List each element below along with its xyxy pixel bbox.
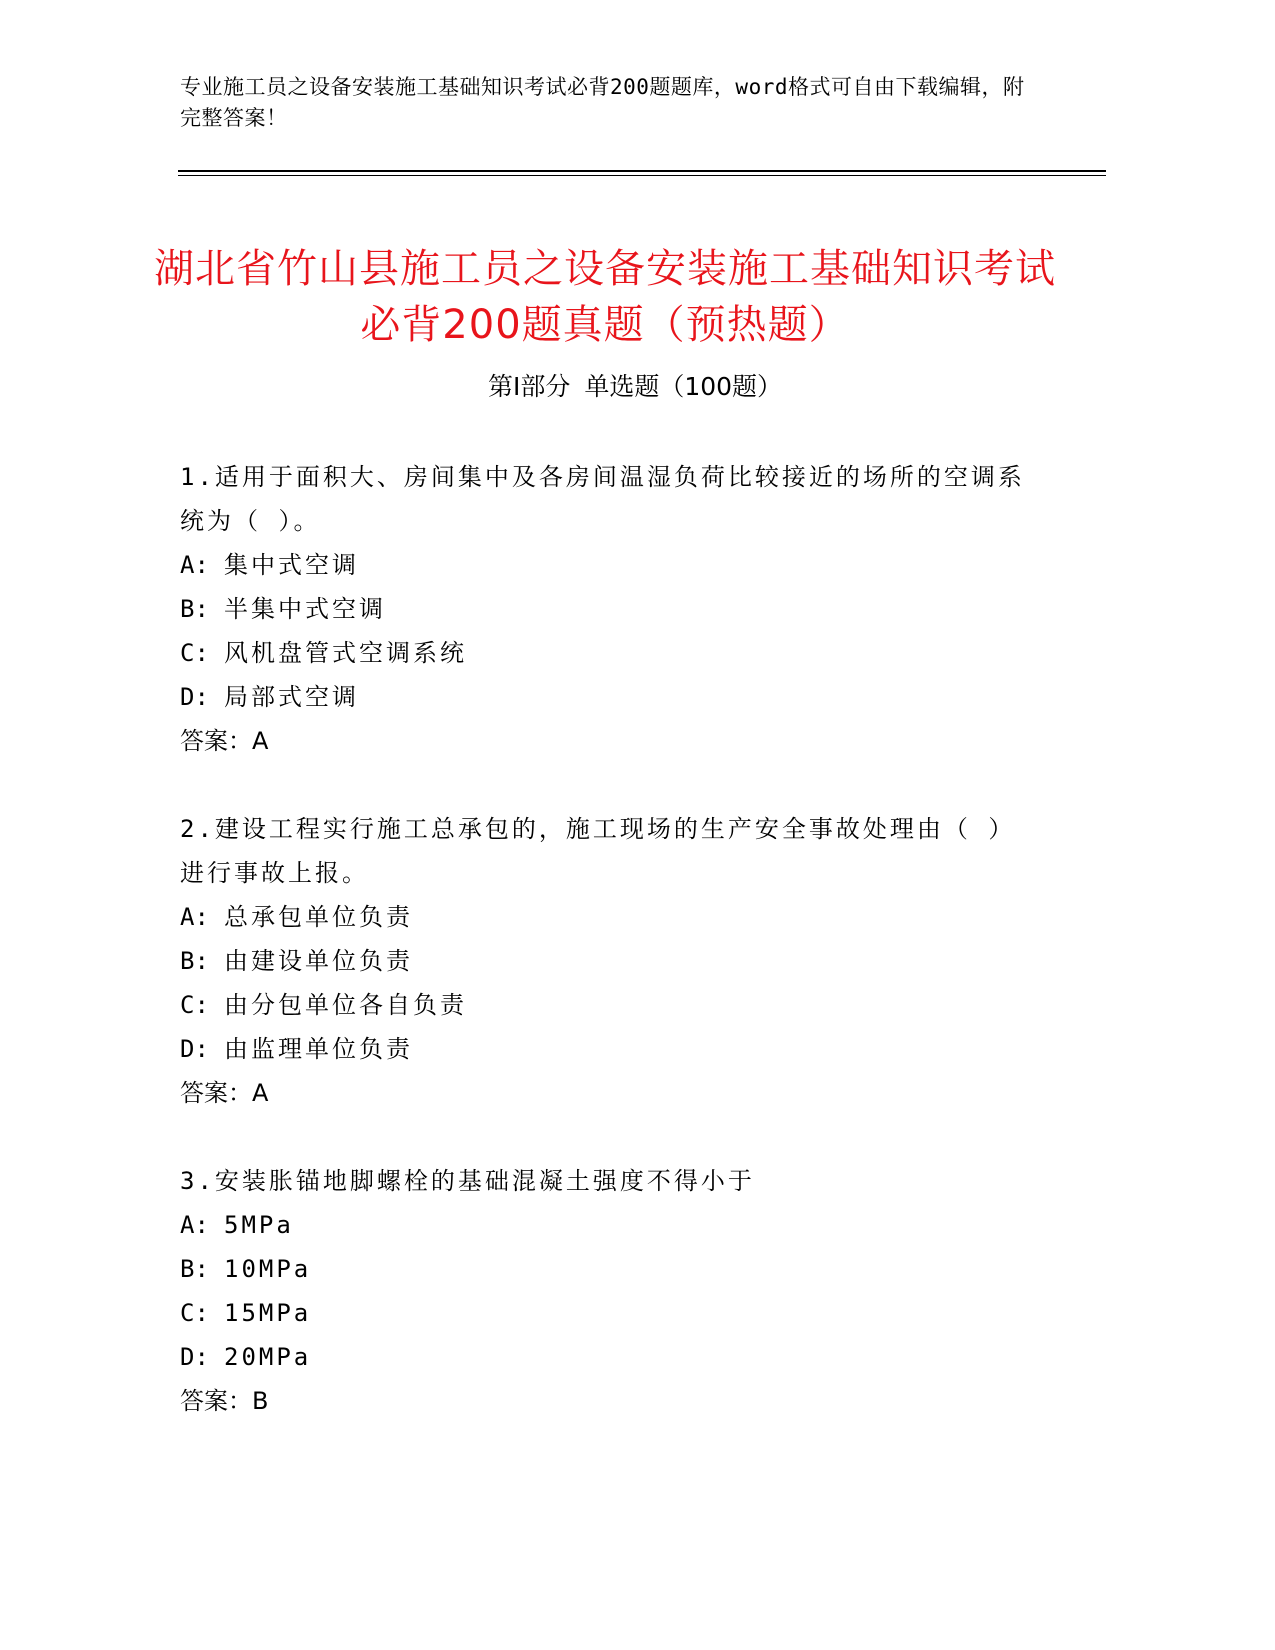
option-text: 15MPa (224, 1299, 312, 1327)
option-text: 半集中式空调 (224, 595, 386, 623)
option-c (180, 631, 1040, 675)
option-letter: B: (180, 947, 209, 975)
question-stem: 2.建设工程实行施工总承包的，施工现场的生产安全事故处理由（ ）进行事故上报。 (180, 815, 1016, 887)
header-divider-thin (178, 175, 1106, 176)
answer: 答案：A (180, 727, 269, 755)
option-letter: B: (180, 1255, 209, 1283)
answer: 答案：B (180, 1387, 269, 1415)
section-name: 单选题（100题） (584, 372, 783, 401)
option-letter: A: (180, 903, 209, 931)
header-divider-thick (178, 170, 1106, 172)
header-note: 专业施工员之设备安装施工基础知识考试必背200题题库，word格式可自由下载编辑，附完整答案！ (180, 75, 1025, 130)
option-text: 由分包单位各自负责 (224, 991, 467, 1019)
answer: 答案：A (180, 1079, 269, 1107)
option-a (180, 895, 1040, 939)
option-c (180, 1291, 1040, 1335)
option-d (180, 1027, 1040, 1071)
option-text: 集中式空调 (224, 551, 359, 579)
option-b (180, 1247, 1040, 1291)
option-letter: C: (180, 639, 209, 667)
option-letter: C: (180, 1299, 209, 1327)
option-d (180, 1335, 1040, 1379)
option-letter: D: (180, 1343, 209, 1371)
option-text: 10MPa (224, 1255, 312, 1283)
option-letter: A: (180, 551, 209, 579)
option-text: 局部式空调 (224, 683, 359, 711)
option-letter: C: (180, 991, 209, 1019)
option-text: 由建设单位负责 (224, 947, 413, 975)
option-text: 风机盘管式空调系统 (224, 639, 467, 667)
option-letter: D: (180, 683, 209, 711)
option-b (180, 939, 1040, 983)
option-d (180, 675, 1040, 719)
question-stem: 3.安装胀锚地脚螺栓的基础混凝土强度不得小于 (180, 1167, 755, 1195)
option-letter: B: (180, 595, 209, 623)
option-letter: D: (180, 1035, 209, 1063)
question-stem: 1.适用于面积大、房间集中及各房间温湿负荷比较接近的场所的空调系统为（ ）。 (180, 463, 1025, 535)
option-text: 5MPa (224, 1211, 294, 1239)
section-heading (150, 370, 1120, 404)
option-b (180, 587, 1040, 631)
document-title: 湖北省竹山县施工员之设备安装施工基础知识考试必背200题真题（预热题） (154, 245, 1056, 348)
option-text: 20MPa (224, 1343, 312, 1371)
section-part: 第Ⅰ部分 (487, 372, 571, 401)
question-list (180, 455, 1040, 1467)
question-1 (180, 455, 1040, 763)
option-letter: A: (180, 1211, 209, 1239)
option-a (180, 543, 1040, 587)
option-text: 总承包单位负责 (224, 903, 413, 931)
option-a (180, 1203, 1040, 1247)
question-3 (180, 1159, 1040, 1423)
question-2 (180, 807, 1040, 1115)
option-c (180, 983, 1040, 1027)
option-text: 由监理单位负责 (224, 1035, 413, 1063)
